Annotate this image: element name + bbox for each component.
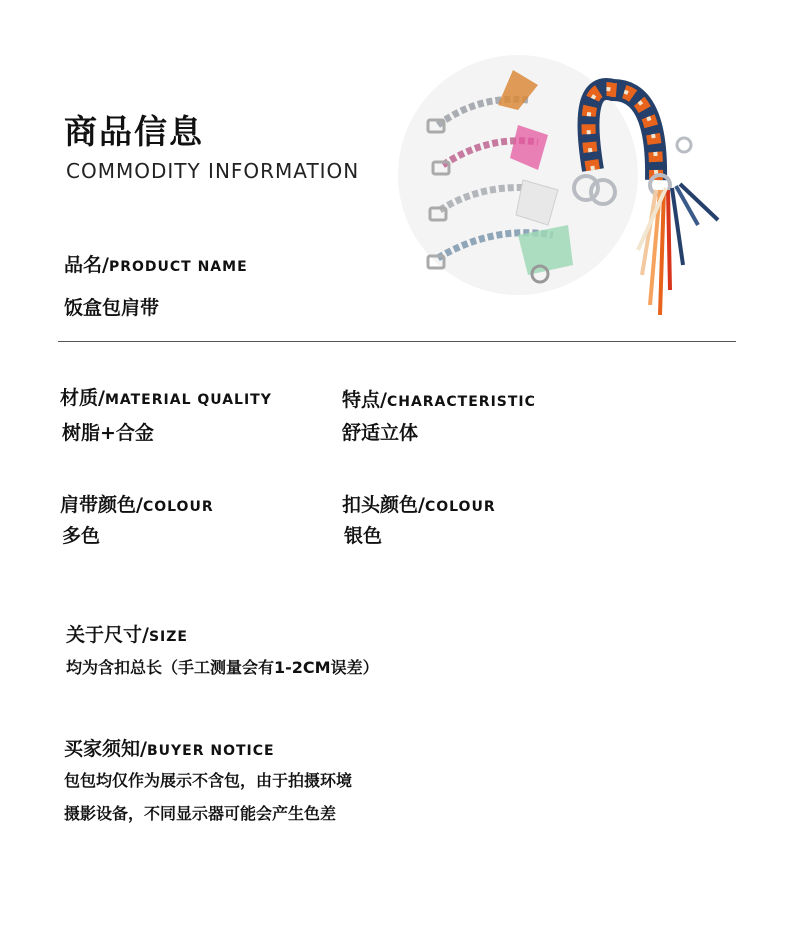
product-name-label-cn: 品名/ <box>64 254 109 276</box>
strap-colour-label <box>60 490 214 517</box>
strap-colour-label-cn: 肩带颜色/ <box>60 494 143 516</box>
material-value: 树脂+合金 <box>62 422 154 444</box>
buckle-colour-label-en: COLOUR <box>424 499 496 515</box>
strap-colour-value: 多色 <box>62 525 101 547</box>
product-name-value: 饭盒包肩带 <box>64 297 160 319</box>
size-label <box>66 620 188 647</box>
buyer-notice-label-cn: 买家须知/ <box>64 738 147 760</box>
material-label-cn: 材质/ <box>60 387 105 409</box>
characteristic-label-en: CHARACTERISTIC <box>386 394 536 410</box>
buckle-colour-value: 银色 <box>344 525 383 547</box>
size-value: 均为含扣总长（手工测量会有1-2CM误差） <box>66 658 379 677</box>
buyer-notice-line-2: 摄影设备，不同显示器可能会产生色差 <box>64 804 337 823</box>
section-divider <box>58 341 736 342</box>
characteristic-label-cn: 特点/ <box>342 389 387 411</box>
buyer-notice-label <box>64 734 275 761</box>
size-label-cn: 关于尺寸/ <box>66 624 149 646</box>
braided-strap <box>574 89 718 315</box>
product-photo <box>398 30 738 340</box>
page-subtitle: COMMODITY INFORMATION <box>66 159 360 183</box>
product-name-label <box>64 250 248 277</box>
strap-colour-label-en: COLOUR <box>142 499 214 515</box>
characteristic-value: 舒适立体 <box>342 422 419 444</box>
product-name-label-en: PRODUCT NAME <box>108 259 248 275</box>
characteristic-label <box>342 385 536 412</box>
buyer-notice-label-en: BUYER NOTICE <box>146 743 275 759</box>
page-title: 商品信息 <box>64 112 204 151</box>
material-label-en: MATERIAL QUALITY <box>104 392 272 408</box>
material-label <box>60 383 272 410</box>
buckle-colour-label-cn: 扣头颜色/ <box>342 494 425 516</box>
buyer-notice-line-1: 包包均仅作为展示不含包，由于拍摄环境 <box>64 771 353 790</box>
size-label-en: SIZE <box>148 629 188 645</box>
buckle-colour-label <box>342 490 496 517</box>
